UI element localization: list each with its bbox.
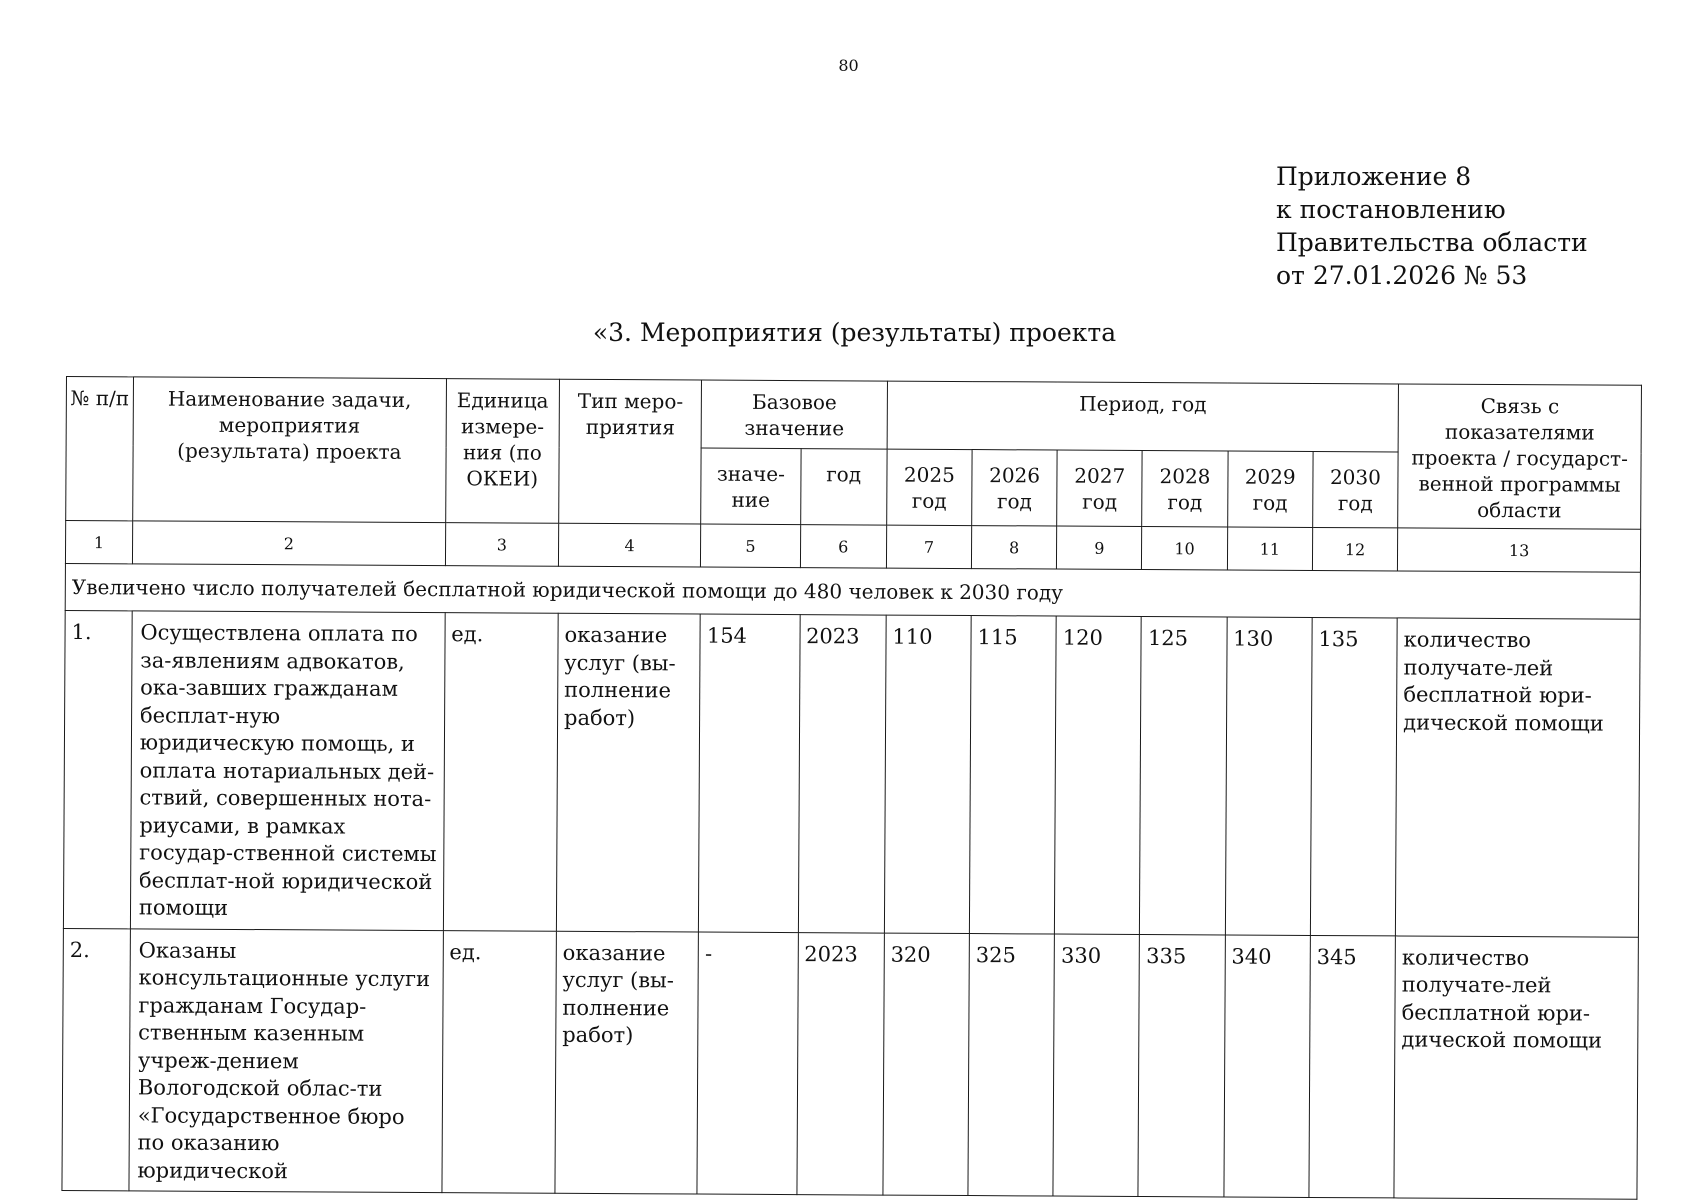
header-row-top [66,377,1641,454]
row-type: оказание услуг (вы-полнение работ) [555,931,699,1194]
row-base-value: 154 [699,614,800,932]
page-number: 80 [838,56,859,75]
column-number: 11 [1227,527,1312,570]
row-name: Осуществлена оплата по за-явлениям адвокатов, ока-завших гражданам бесплат-ную юридическую помощь, и оплата нотариальных дей-ствий, совершенных нота-риусами, в рамках государ-ственной системы бесплат-ной юридической помощи [130,611,445,930]
header-link: Связь с показателями проекта / государст-венной программы области [1398,384,1642,529]
header-year: 2028 год [1142,451,1228,527]
row-value-2026: 325 [968,933,1055,1196]
header-base-year: год [800,449,887,525]
row-value-2025: 320 [883,933,970,1196]
header-name: Наименование задачи, мероприятия (результата) проекта [133,377,447,523]
row-value-2027: 120 [1055,616,1142,934]
row-value-2029: 340 [1224,934,1311,1197]
appendix-line: Правительства области [1276,228,1588,257]
row-name: Оказаны консультационные услуги гражданам Государ-ственным казенным учреж-дением Вологодской облас-ти «Государственное бюро по оказанию юридической [129,928,443,1192]
header-year: 2027 год [1057,450,1143,526]
row-value-2028: 125 [1140,617,1227,935]
row-value-2027: 330 [1053,934,1140,1197]
row-unit: ед. [443,613,558,931]
appendix-line: Приложение 8 [1276,162,1472,191]
row-num: 1. [63,610,132,928]
row-value-2029: 130 [1225,617,1312,935]
row-type: оказание услуг (вы-полнение работ) [556,613,700,931]
row-value-2025: 110 [884,615,971,933]
column-number: 3 [445,523,558,567]
column-number: 8 [971,526,1056,569]
document-title: «3. Мероприятия (результаты) проекта [592,318,1117,347]
column-number: 9 [1057,526,1142,569]
row-value-2030: 135 [1310,617,1397,935]
header-unit: Единица измере-ния (по ОКЕИ) [445,379,559,524]
appendix-note [1276,160,1588,292]
row-unit: ед. [442,930,557,1193]
row-value-2030: 345 [1309,935,1396,1198]
header-period: Период, год [887,381,1399,452]
projects-table [61,376,1642,1200]
header-num: № п/п [66,377,134,521]
column-number: 7 [886,525,971,568]
row-num: 2. [62,928,130,1191]
column-number: 13 [1398,528,1641,572]
column-number: 1 [65,521,132,564]
column-number: 5 [701,524,800,568]
row-base-value: - [697,932,798,1195]
table-row [62,928,1638,1199]
column-number: 6 [800,525,887,568]
header-base: Базовое значение [701,380,887,449]
row-link: количество получате-лей бесплатной юри-дической помощи [1396,618,1641,937]
row-base-year: 2023 [798,615,886,933]
row-link: количество получате-лей бесплатной юри-дической помощи [1394,935,1638,1199]
row-base-year: 2023 [796,932,884,1195]
column-number: 10 [1142,527,1227,570]
header-type: Тип меро-приятия [559,379,702,524]
column-number: 2 [132,521,445,566]
header-year: 2026 год [972,450,1058,526]
header-base-value: значе-ние [701,448,801,525]
row-value-2026: 115 [969,616,1056,934]
header-year: 2030 год [1313,451,1399,527]
column-number: 12 [1312,527,1398,570]
column-number: 4 [558,523,701,567]
row-value-2028: 335 [1138,934,1225,1197]
table-row [63,610,1640,936]
header-year: 2029 год [1227,451,1313,527]
header-year: 2025 год [887,449,973,525]
appendix-line: к постановлению [1276,195,1506,224]
appendix-line: от 27.01.2026 № 53 [1276,261,1528,290]
section-title: Увеличено число получателей бесплатной юридической помощи до 480 человек к 2030 году [65,563,1640,619]
